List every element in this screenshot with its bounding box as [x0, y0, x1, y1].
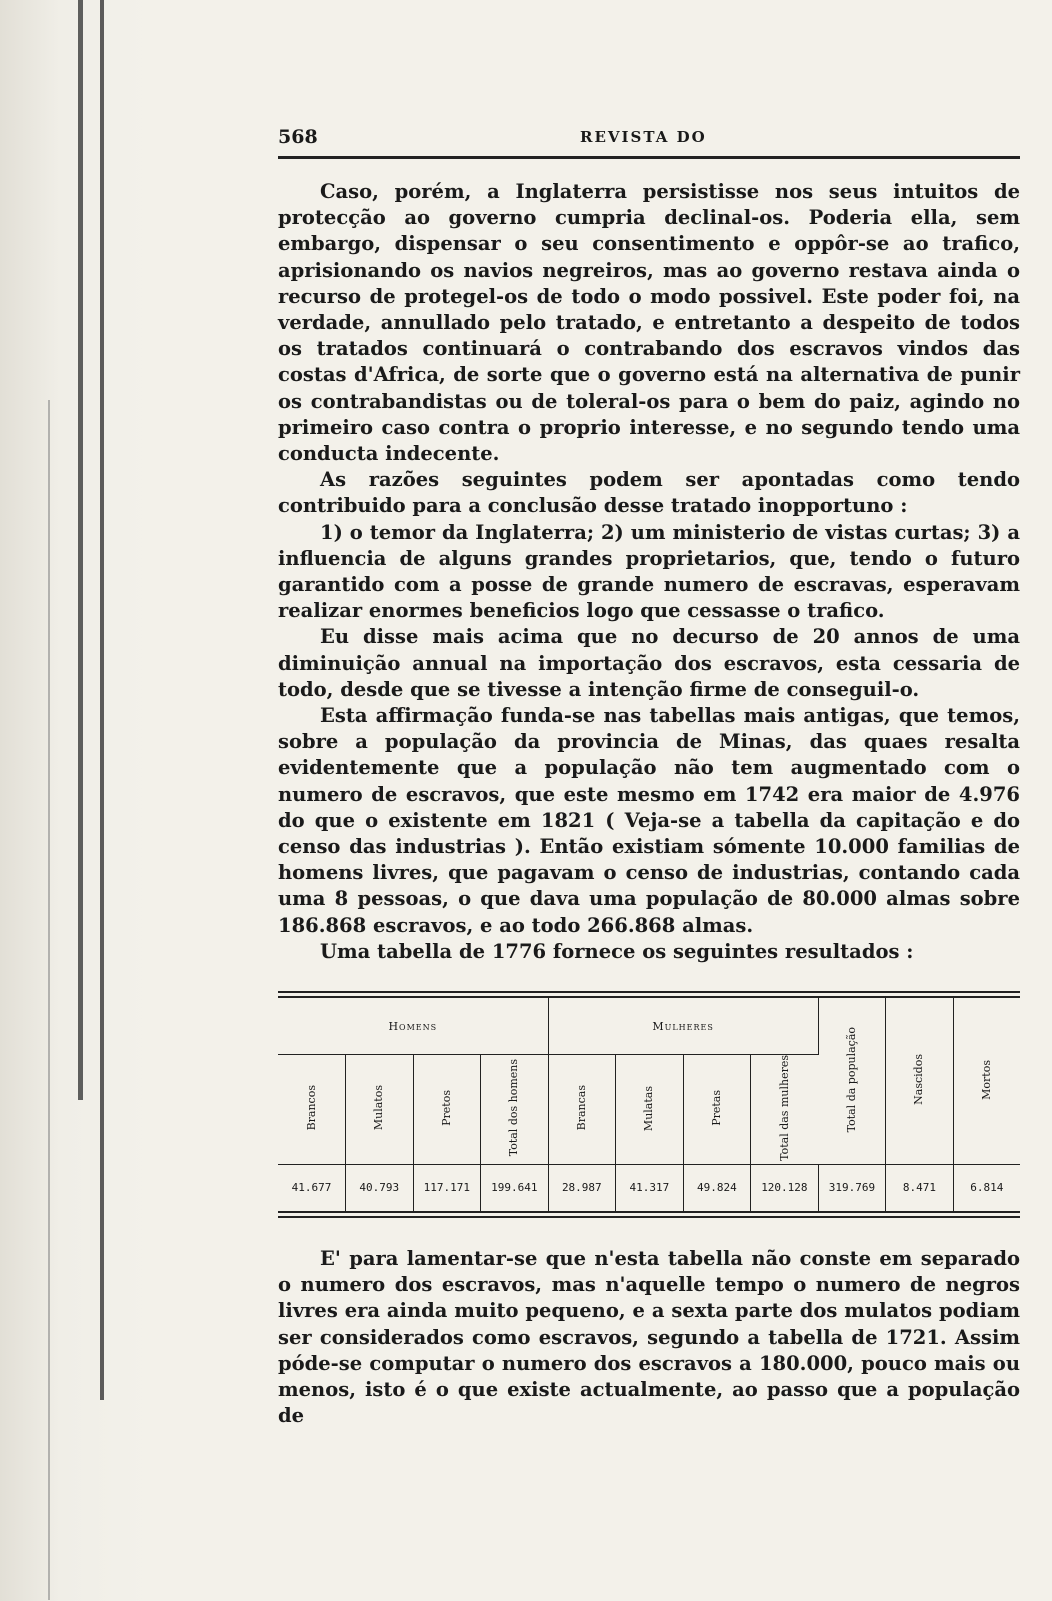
gutter-shadow [78, 0, 83, 1100]
gutter-shadow [48, 400, 50, 1600]
column-header: Total dos homens [481, 1055, 549, 1165]
table-cell: 8.471 [886, 1164, 954, 1211]
table-cell: 40.793 [346, 1164, 414, 1211]
body-text [278, 179, 1020, 965]
census-table [278, 998, 1020, 1211]
book-gutter [0, 0, 150, 1601]
group-header-homens: Homens [278, 998, 548, 1055]
column-header: Total da população [818, 998, 886, 1164]
gutter-shadow [100, 0, 104, 1400]
table-cell: 117.171 [413, 1164, 481, 1211]
paragraph: E' para lamentar-se que n'esta tabella não conste em separado o numero dos escravos, mas n'aquelle tempo o numero de negros livres era ainda muito pequeno, e a sexta parte dos mulatos podiam ser considerados como escravos, segundo a tabella de 1721. Assim póde-se computar o numero dos escravos a 180.000, pouco mais ou menos, isto é o que existe actualmente, ao passo que a população de [278, 1246, 1020, 1428]
body-text-continued [278, 1246, 1020, 1429]
census-table-block [278, 991, 1020, 1218]
page-header [278, 120, 1020, 148]
column-header: Brancas [548, 1055, 616, 1165]
column-header: Mulatas [616, 1055, 684, 1165]
column-header: Pretos [413, 1055, 481, 1165]
group-header-mulheres: Mulheres [548, 998, 818, 1055]
table-cell: 41.317 [616, 1164, 684, 1211]
table-cell: 319.769 [818, 1164, 886, 1211]
table-row [278, 1164, 1020, 1211]
paragraph: 1) o temor da Inglaterra; 2) um ministerio de vistas curtas; 3) a influencia de alguns grandes proprietarios, que, tendo o futuro garantido com a posse de grande numero de escravas, esperavam realizar enormes beneficios logo que cessasse o trafico. [278, 520, 1020, 623]
paragraph: Eu disse mais acima que no decurso de 20 annos de uma diminuição annual na importação dos escravos, esta cessaria de todo, desde que se tivesse a intenção firme de conseguil-o. [278, 625, 1020, 701]
table-bottom-rule [278, 1216, 1020, 1218]
column-header: Mulatos [346, 1055, 414, 1165]
column-header: Nascidos [886, 998, 954, 1164]
table-cell: 41.677 [278, 1164, 346, 1211]
table-cell: 6.814 [970, 1181, 1004, 1195]
table-cell: 120.128 [751, 1164, 819, 1211]
header-rule [278, 156, 1020, 159]
table-cell: 49.824 [683, 1164, 751, 1211]
column-header: Pretas [683, 1055, 751, 1165]
column-header: Mortos [979, 1059, 993, 1100]
table-cell: 199.641 [481, 1164, 549, 1211]
paragraph: Uma tabella de 1776 fornece os seguintes resultados : [320, 939, 914, 963]
running-head: REVISTA DO [580, 128, 707, 146]
paragraph: Caso, porém, a Inglaterra persistisse nos seus intuitos de protecção ao governo cumpria declinal-os. Poderia ella, sem embargo, dispensar o seu consentimento e oppôr-se ao trafico, aprisionando os navios negreiros, mas ao governo restava ainda o recurso de protegel-os de todo o modo possivel. Este poder foi, na verdade, annullado pelo tratado, e entretanto a despeito de todos os tratados continuará o contrabando dos escravos vindos das costas d'Africa, de sorte que o governo está na alternativa de punir os contrabandistas ou de toleral-os para o bem do paiz, agindo no primeiro caso contra o proprio interesse, e no segundo tendo uma conducta indecente. [278, 180, 1020, 466]
table-cell: 28.987 [548, 1164, 616, 1211]
paragraph: Esta affirmação funda-se nas tabellas mais antigas, que temos, sobre a população da provincia de Minas, das quaes resalta evidentemente que a população não tem augmentado com o numero de escravos, que este mesmo em 1742 era maior de 4.976 do que o existente em 1821 ( Veja-se a tabella da capitação e do censo das industrias ). Então existiam sómente 10.000 familias de homens livres, que pagavam o censo de industrias, contando cada uma 8 pessoas, o que dava uma população de 80.000 almas sobre 186.868 escravos, e ao todo 266.868 almas. [278, 704, 1020, 937]
paragraph: As razões seguintes podem ser apontadas como tendo contribuido para a conclusão desse tratado inopportuno : [278, 468, 1020, 518]
book-page [278, 120, 1020, 1429]
column-header: Total das mulheres [751, 1055, 819, 1165]
page-number: 568 [278, 126, 318, 148]
column-header: Brancos [278, 1055, 346, 1165]
